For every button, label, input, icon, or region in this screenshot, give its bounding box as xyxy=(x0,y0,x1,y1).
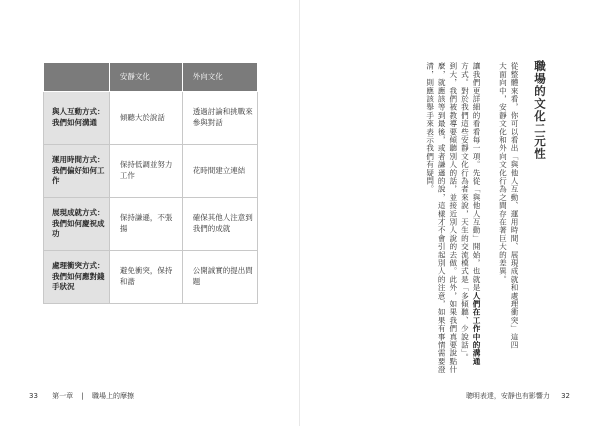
body-line: 大面向中，安靜文化和外向文化行為之間存在著巨大的差異。 xyxy=(498,62,508,284)
book-title: 聰明表達，安靜也有影響力 xyxy=(465,392,550,400)
extro-cell: 花時間建立連結 xyxy=(182,145,257,198)
extro-cell: 公開誠實的提出問題 xyxy=(182,251,257,304)
left-footer: 33 第一章 | 職場上的摩擦 xyxy=(29,392,134,400)
emphasis-text: 人們在工作中的溝通 xyxy=(472,291,481,366)
chapter-label: 第一章 xyxy=(52,392,74,400)
paragraph xyxy=(497,62,520,380)
right-page-number: 32 xyxy=(561,392,570,400)
body-line: 讓我們更詳細的看看每一項。先從「與他人互動」開始，也就是 xyxy=(472,62,481,292)
header-blank xyxy=(44,63,110,92)
extro-cell: 透過討論和挑戰來參與對話 xyxy=(182,92,257,145)
quiet-cell: 保持低調並努力工作 xyxy=(109,145,182,198)
header-extrovert-culture: 外向文化 xyxy=(182,63,257,92)
section-heading: 職場的文化二元性 xyxy=(533,60,547,160)
row-label: 與人互動方式：我們如何溝通 xyxy=(44,92,110,145)
table-row xyxy=(44,92,258,145)
body-line: 從整體來看，你可以看出「與他人互動、運用時間、展現成就和處理衝突」這四 xyxy=(510,62,519,349)
body-line: 麼，就應該等到最後，或者謙遜的說，這樣才不會引起別人的注意，如果有事情需要澄 xyxy=(437,62,447,374)
header-quiet-culture: 安靜文化 xyxy=(109,63,182,92)
extro-cell: 確保其他人注意到我們的成就 xyxy=(182,198,257,251)
quiet-cell: 避免衝突，保持和諧 xyxy=(109,251,182,304)
quiet-cell: 保持謙遜，不張揚 xyxy=(109,198,182,251)
body-line: 方式。對於我們這些安靜文化行為者來說，天生的交流模式是「多傾聽、少說話」。 xyxy=(460,62,470,362)
row-label: 處理衝突方式：我們如何應對錢手狀況 xyxy=(44,251,110,304)
body-line: 清，則應該舉手來表示我們有疑問。 xyxy=(425,62,435,194)
culture-comparison-table xyxy=(43,62,258,304)
paragraph xyxy=(424,62,482,380)
chapter-title: 職場上的摩擦 xyxy=(91,392,134,400)
book-spine xyxy=(299,0,300,426)
body-line: 到大，我們被教導要傾聽別人的話，並接近別人說的去做。此外，如果我們真要說點什 xyxy=(448,62,458,374)
table-row xyxy=(44,198,258,251)
quiet-cell: 傾聽大於說話 xyxy=(109,92,182,145)
row-label: 運用時間方式：我們偏好如何工作 xyxy=(44,145,110,198)
right-footer xyxy=(466,391,570,401)
row-label: 展現成就方式：我們如何慶祝成功 xyxy=(44,198,110,251)
table-header-row xyxy=(44,63,258,92)
table-row xyxy=(44,145,258,198)
left-page-number: 33 xyxy=(29,392,38,400)
table-row xyxy=(44,251,258,304)
